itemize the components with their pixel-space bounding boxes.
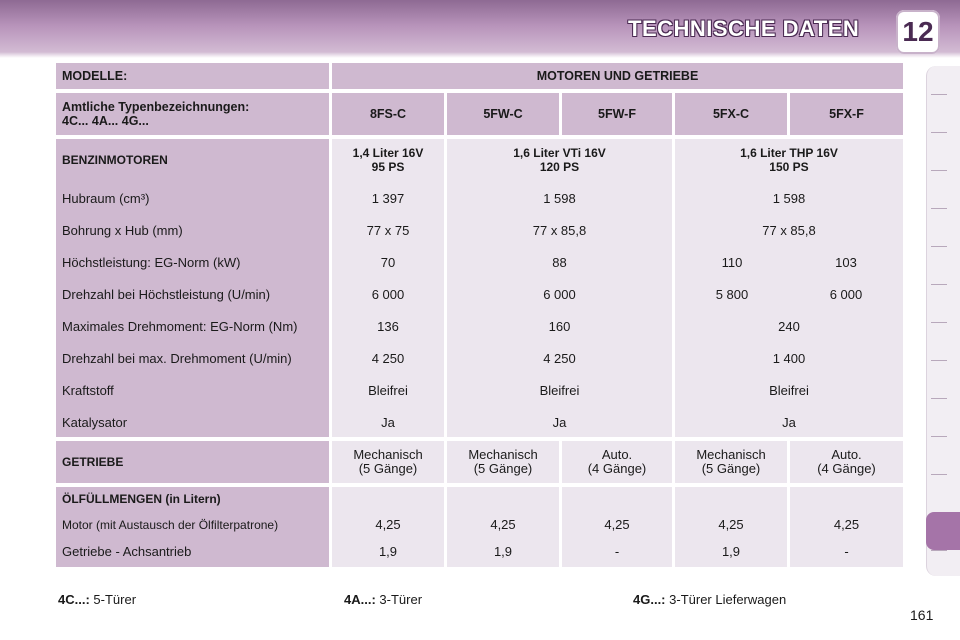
spec-value: 77 x 85,8 bbox=[532, 223, 587, 238]
spec-value: Ja bbox=[381, 415, 395, 430]
page-title: TECHNISCHE DATEN bbox=[628, 16, 860, 41]
gearbox-value: Auto. (4 Gänge) bbox=[562, 441, 672, 483]
page-number: 161 bbox=[910, 607, 934, 623]
oil-value: 4,25 bbox=[375, 517, 401, 532]
spec-value: Bleifrei bbox=[539, 383, 580, 398]
tab-divider bbox=[931, 360, 947, 361]
gearbox-value: Mechanisch (5 Gänge) bbox=[447, 441, 559, 483]
spec-value: 160 bbox=[548, 319, 571, 334]
footnote-text: 5-Türer bbox=[93, 592, 137, 607]
tab-divider bbox=[931, 170, 947, 171]
spec-value: 136 bbox=[377, 319, 399, 334]
spec-value: 4 250 bbox=[371, 351, 405, 366]
spec-value: 110 bbox=[721, 255, 743, 270]
tab-divider bbox=[931, 246, 947, 247]
tab-divider bbox=[931, 436, 947, 437]
spec-value: 1 598 bbox=[772, 191, 806, 206]
type-code: 5FX-C bbox=[675, 93, 787, 135]
spec-value: 1 400 bbox=[772, 351, 806, 366]
engine-name: 1,4 Liter 16V 95 PS bbox=[352, 146, 424, 174]
spec-value: Bleifrei bbox=[368, 383, 408, 398]
tab-divider bbox=[931, 132, 947, 133]
oil-value: 4,25 bbox=[604, 517, 630, 532]
oil-label-gearbox: Getriebe - Achsantrieb bbox=[62, 544, 192, 559]
spec-value: 1 598 bbox=[543, 191, 576, 206]
spec-value: 88 bbox=[552, 255, 567, 270]
footnote-text: 3-Türer Lieferwagen bbox=[669, 592, 787, 607]
spec-label-max-torque: Maximales Drehmoment: EG-Norm (Nm) bbox=[62, 319, 298, 334]
engine-name: 1,6 Liter THP 16V 150 PS bbox=[740, 146, 838, 174]
spec-value: 5 800 bbox=[715, 287, 749, 302]
gearbox-label: GETRIEBE bbox=[56, 441, 329, 483]
footnote-4a bbox=[344, 592, 422, 607]
spec-value: 6 000 bbox=[829, 287, 863, 302]
type-code: 5FW-C bbox=[447, 93, 559, 135]
spec-label-bore-stroke: Bohrung x Hub (mm) bbox=[62, 223, 183, 238]
spec-value: 6 000 bbox=[371, 287, 405, 302]
oil-value: - bbox=[614, 544, 620, 559]
tab-divider bbox=[931, 474, 947, 475]
spec-label-catalyst: Katalysator bbox=[62, 415, 128, 430]
tab-divider bbox=[931, 398, 947, 399]
spec-label-max-power: Höchstleistung: EG-Norm (kW) bbox=[62, 255, 241, 270]
chapter-tab-active[interactable] bbox=[926, 512, 960, 550]
oil-value: 4,25 bbox=[490, 517, 516, 532]
oil-value: - bbox=[844, 544, 849, 559]
petrol-engines-label: BENZINMOTOREN bbox=[62, 153, 168, 167]
engine-name: 1,6 Liter VTi 16V 120 PS bbox=[513, 146, 606, 174]
oil-value: 1,9 bbox=[378, 544, 398, 559]
tab-divider bbox=[931, 208, 947, 209]
spec-value: Ja bbox=[782, 415, 796, 430]
tab-divider bbox=[931, 94, 947, 95]
spec-value: 1 397 bbox=[371, 191, 405, 206]
engines-gearbox-label: MOTOREN UND GETRIEBE bbox=[332, 63, 903, 89]
spec-value: Bleifrei bbox=[769, 383, 809, 398]
spec-label-displacement: Hubraum (cm³) bbox=[62, 191, 150, 206]
models-label: MODELLE: bbox=[56, 63, 329, 89]
footnote-code: 4G...: bbox=[633, 592, 666, 607]
oil-value: 1,9 bbox=[721, 544, 741, 559]
footnote-4c bbox=[58, 592, 136, 607]
tab-divider bbox=[931, 322, 947, 323]
oil-value: 4,25 bbox=[833, 517, 860, 532]
footnote-code: 4A...: bbox=[344, 592, 376, 607]
spec-label-torque-rpm: Drehzahl bei max. Drehmoment (U/min) bbox=[62, 351, 292, 366]
type-code: 8FS-C bbox=[332, 93, 444, 135]
spec-value: 6 000 bbox=[543, 287, 576, 302]
spec-value: Ja bbox=[552, 415, 567, 430]
oil-capacities-label: ÖLFÜLLMENGEN (in Litern) bbox=[62, 492, 221, 506]
tab-divider bbox=[931, 284, 947, 285]
chapter-badge: 12 bbox=[896, 10, 940, 54]
gearbox-value: Mechanisch (5 Gänge) bbox=[675, 441, 787, 483]
footnote-code: 4C...: bbox=[58, 592, 90, 607]
gearbox-value: Mechanisch (5 Gänge) bbox=[332, 441, 444, 483]
tab-divider bbox=[931, 550, 947, 551]
spec-value: 103 bbox=[835, 255, 857, 270]
spec-value: 70 bbox=[380, 255, 396, 270]
spec-value: 77 x 85,8 bbox=[762, 223, 816, 238]
spec-label-fuel: Kraftstoff bbox=[62, 383, 114, 398]
type-code: 5FX-F bbox=[790, 93, 903, 135]
chapter-tab-strip bbox=[926, 66, 960, 576]
spec-value: 77 x 75 bbox=[366, 223, 410, 238]
oil-value: 1,9 bbox=[493, 544, 513, 559]
type-designations-label: Amtliche Typenbezeichnungen: 4C... 4A... 4G... bbox=[56, 93, 329, 135]
spec-value: 240 bbox=[778, 319, 800, 334]
spec-label-power-rpm: Drehzahl bei Höchstleistung (U/min) bbox=[62, 287, 271, 302]
gearbox-value: Auto. (4 Gänge) bbox=[790, 441, 903, 483]
type-code: 5FW-F bbox=[562, 93, 672, 135]
footnote-text: 3-Türer bbox=[379, 592, 423, 607]
footnote-4g bbox=[633, 592, 786, 607]
oil-label-engine: Motor (mit Austausch der Ölfilterpatrone) bbox=[62, 518, 279, 532]
spec-value: 4 250 bbox=[543, 351, 576, 366]
oil-value: 4,25 bbox=[718, 517, 744, 532]
